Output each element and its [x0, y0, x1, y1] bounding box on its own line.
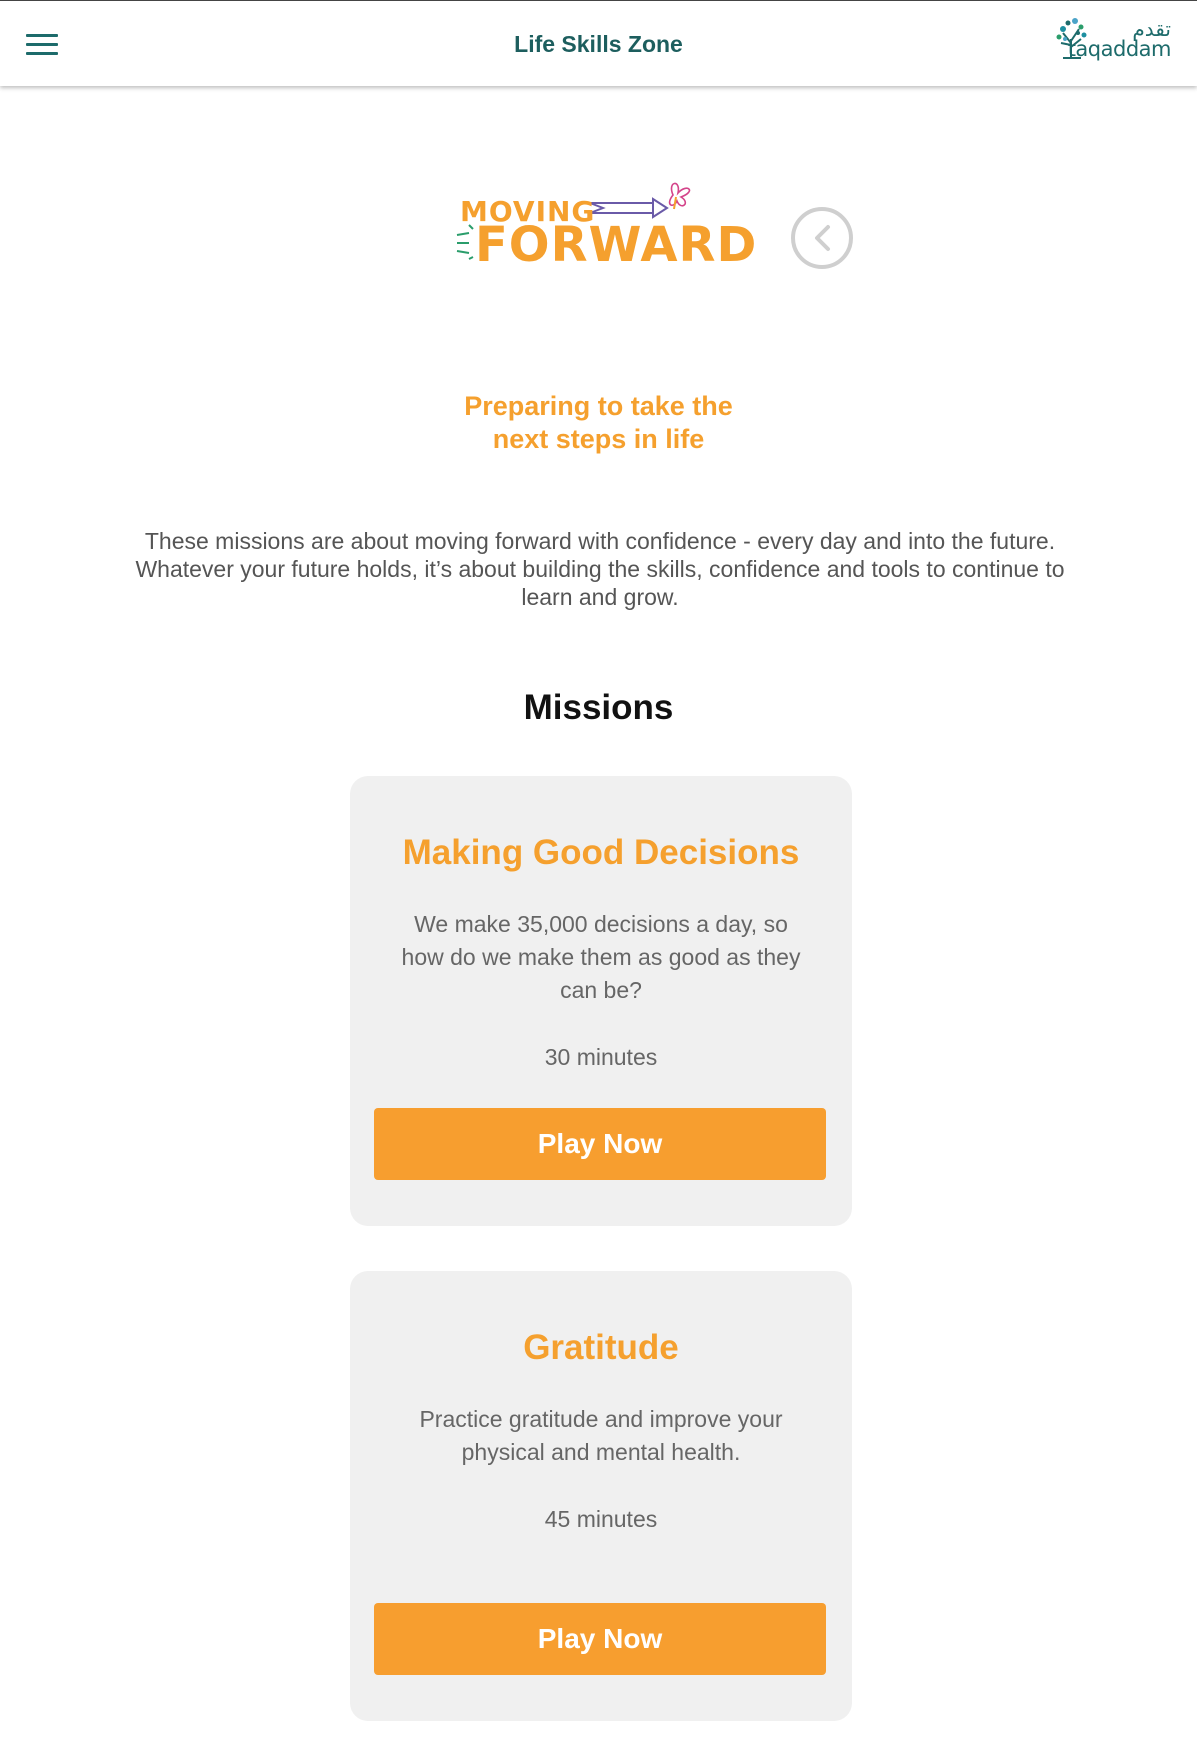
- tagline-line-2: next steps in life: [492, 424, 705, 454]
- brand-name: taqaddam: [1067, 37, 1171, 61]
- missions-heading: Missions: [523, 688, 674, 727]
- mission-duration: 45 minutes: [544, 1506, 658, 1532]
- intro-text: These missions are about moving forward with confidence - every day and into the future. Whatever your future holds, it’s about building the skills, confidence and tools to continue to learn and grow.: [135, 528, 1065, 610]
- mission-description: Practice gratitude and improve your physical and mental health.: [419, 1406, 783, 1465]
- moving-forward-logo: [455, 175, 758, 275]
- play-now-button[interactable]: Play Now: [374, 1603, 826, 1675]
- logo-text-moving: MOVING: [460, 195, 596, 228]
- app-title: Life Skills Zone: [514, 31, 683, 57]
- mission-duration: 30 minutes: [544, 1044, 658, 1070]
- taqaddam-logo: [1053, 13, 1171, 63]
- mission-card: [350, 1271, 852, 1721]
- logo-text-forward: FORWARD: [475, 217, 758, 273]
- mission-description: We make 35,000 decisions a day, so how do we make them as good as they can be?: [401, 911, 801, 1003]
- tagline-line-1: Preparing to take the: [464, 391, 733, 421]
- tagline: [0, 390, 1197, 456]
- mission-title: Making Good Decisions: [402, 833, 800, 872]
- play-now-button[interactable]: Play Now: [374, 1108, 826, 1180]
- top-app-bar: [0, 0, 1197, 86]
- mission-title: Gratitude: [523, 1328, 679, 1367]
- brand-arabic: تقدم: [1132, 17, 1171, 41]
- chevron-left-icon: [809, 223, 839, 253]
- mission-card: [350, 776, 852, 1226]
- back-button[interactable]: [791, 207, 853, 269]
